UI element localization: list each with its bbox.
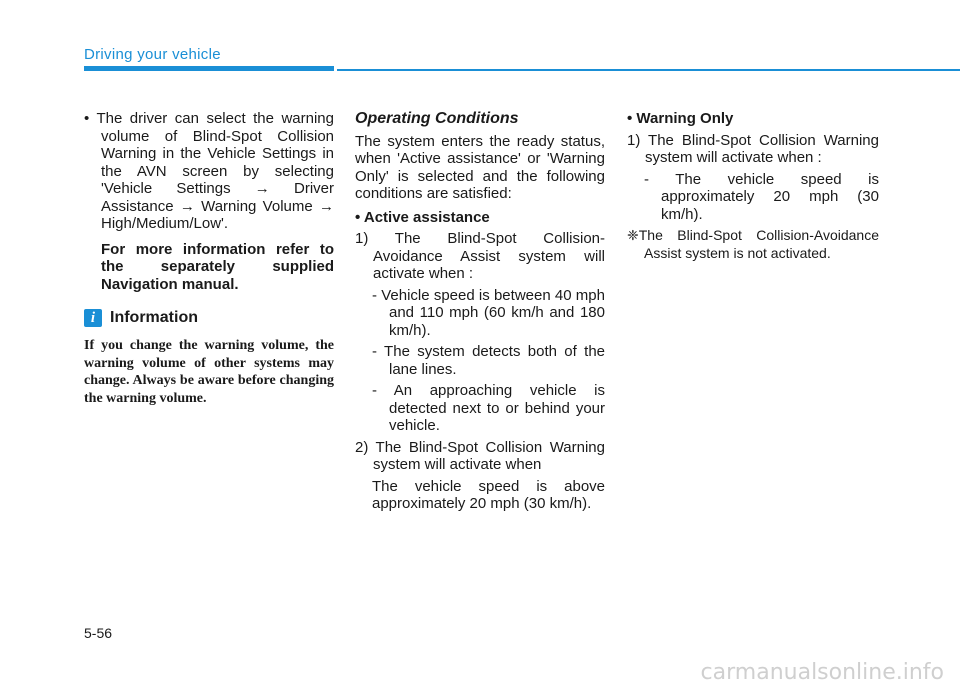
information-heading xyxy=(84,307,334,329)
condition-item-1: 1) The Blind-Spot Collision-Avoidance Assist system will activate when : xyxy=(355,230,605,282)
operating-conditions-intro: The system enters the ready status, when 'Active assistance' or 'Warning Only' is selected and the following conditions are satisfied: xyxy=(355,132,605,202)
column-right xyxy=(627,110,879,262)
operating-conditions-title: Operating Conditions xyxy=(355,110,519,127)
warning-note: ❈The Blind-Spot Collision-Avoidance Assist system is not activated. xyxy=(627,227,879,261)
navigation-manual-note: For more information refer to the separately supplied Navigation manual. xyxy=(101,240,334,293)
section-header-title: Driving your vehicle xyxy=(84,46,221,63)
active-assistance-subhead: • Active assistance xyxy=(355,208,490,226)
warning-item-1: 1) The Blind-Spot Collision Warning system will activate when : xyxy=(627,131,879,166)
information-body: If you change the warning volume, the warning volume of other systems may change. Always be aware before changing the warning volume. xyxy=(84,338,334,406)
column-left xyxy=(84,110,334,407)
warning-1-speed: - The vehicle speed is approximately 20 mph (30 km/h). xyxy=(644,170,879,223)
watermark: carmanualsonline.info xyxy=(700,660,944,685)
header-rule xyxy=(337,69,960,71)
condition-2-body: The vehicle speed is above approximately 20 mph (30 km/h). xyxy=(372,477,605,512)
condition-1-speed: - Vehicle speed is between 40 mph and 110 mph (60 km/h and 180 km/h). xyxy=(372,286,605,339)
page-number: 5-56 xyxy=(84,625,113,641)
condition-1-lanes: - The system detects both of the lane lines. xyxy=(372,343,605,378)
header-accent-bar xyxy=(84,66,334,71)
condition-item-2: 2) The Blind-Spot Collision Warning system will activate when xyxy=(355,438,605,473)
condition-1-vehicle: - An approaching vehicle is detected next to or behind your vehicle. xyxy=(372,382,605,434)
information-title: Information xyxy=(110,309,198,327)
info-icon: i xyxy=(84,309,102,327)
column-middle xyxy=(355,110,605,513)
warning-only-subhead: • Warning Only xyxy=(627,110,734,127)
volume-setting-bullet: • The driver can select the warning volume of Blind-Spot Collision Warning in the Vehicle Settings in the AVN screen by selecting 'Vehicle Settings → Driver Assistance → Warning Volume → High/Medium/Low'. xyxy=(84,110,334,232)
